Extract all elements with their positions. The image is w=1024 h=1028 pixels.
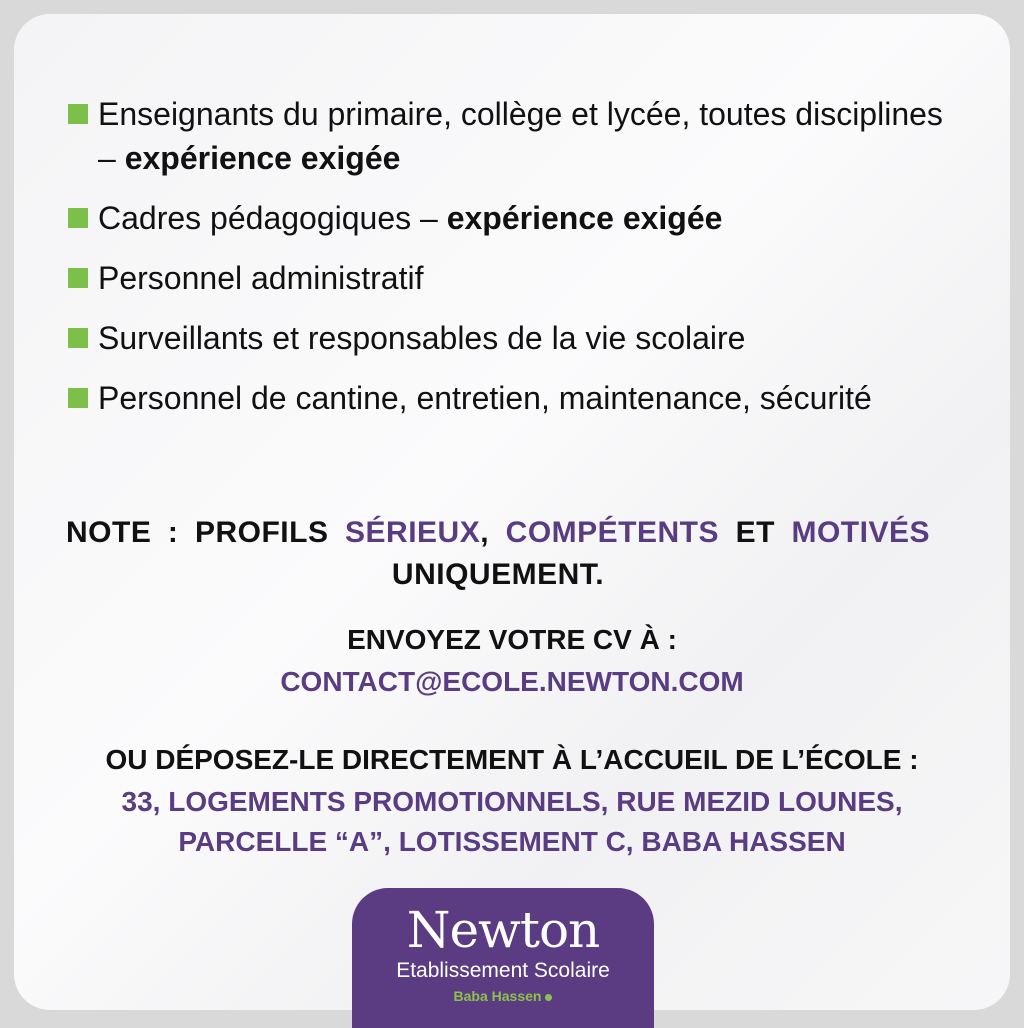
deposit-label: OU DÉPOSEZ-LE DIRECTEMENT À L’ACCUEIL DE L’ÉCOLE : bbox=[105, 744, 919, 775]
address-line-1: 33, LOGEMENTS PROMOTIONNELS, RUE MEZID LOUNES, bbox=[121, 786, 903, 817]
square-bullet-icon bbox=[68, 388, 88, 408]
position-text: Cadres pédagogiques – bbox=[98, 200, 447, 236]
position-text: Surveillants et responsables de la vie scolaire bbox=[98, 320, 746, 356]
position-text: Personnel administratif bbox=[98, 260, 424, 296]
list-item bbox=[68, 316, 968, 360]
list-item bbox=[68, 256, 968, 300]
logo-subtitle: Etablissement Scolaire bbox=[396, 959, 610, 982]
note-word-competent: COMPÉTENTS bbox=[505, 516, 720, 549]
position-requirement: expérience exigée bbox=[446, 200, 723, 236]
dot-icon bbox=[545, 994, 552, 1001]
square-bullet-icon bbox=[68, 328, 88, 348]
logo-name: Newton bbox=[406, 901, 600, 959]
list-item bbox=[68, 376, 968, 420]
note-text bbox=[66, 512, 930, 596]
note-separator: ET bbox=[719, 516, 792, 549]
position-text: Personnel de cantine, entretien, maintenance, sécurité bbox=[98, 380, 872, 416]
logo-place bbox=[352, 986, 654, 1006]
contact-email-link[interactable]: CONTACT@ECOLE.NEWTON.COM bbox=[280, 666, 744, 697]
square-bullet-icon bbox=[68, 104, 88, 124]
list-item bbox=[68, 196, 968, 240]
square-bullet-icon bbox=[68, 268, 88, 288]
note-prefix: NOTE : PROFILS bbox=[66, 516, 346, 549]
position-text: Enseignants du primaire, collège et lycée, toutes disciplines – bbox=[98, 96, 943, 176]
address-line-2: PARCELLE “A”, LOTISSEMENT C, BABA HASSEN bbox=[178, 826, 846, 857]
positions-list bbox=[68, 92, 968, 436]
list-item bbox=[68, 92, 968, 180]
note-word-motivated: MOTIVÉS bbox=[791, 516, 930, 549]
square-bullet-icon bbox=[68, 208, 88, 228]
position-requirement: expérience exigée bbox=[124, 140, 401, 176]
note-suffix: UNIQUEMENT. bbox=[391, 558, 605, 591]
school-logo bbox=[352, 888, 654, 1028]
send-cv-label: ENVOYEZ VOTRE CV À : bbox=[347, 624, 677, 655]
note-word-serious: SÉRIEUX bbox=[345, 516, 481, 549]
note-separator: , bbox=[480, 516, 506, 549]
logo-place-text: Baba Hassen bbox=[453, 988, 542, 1004]
